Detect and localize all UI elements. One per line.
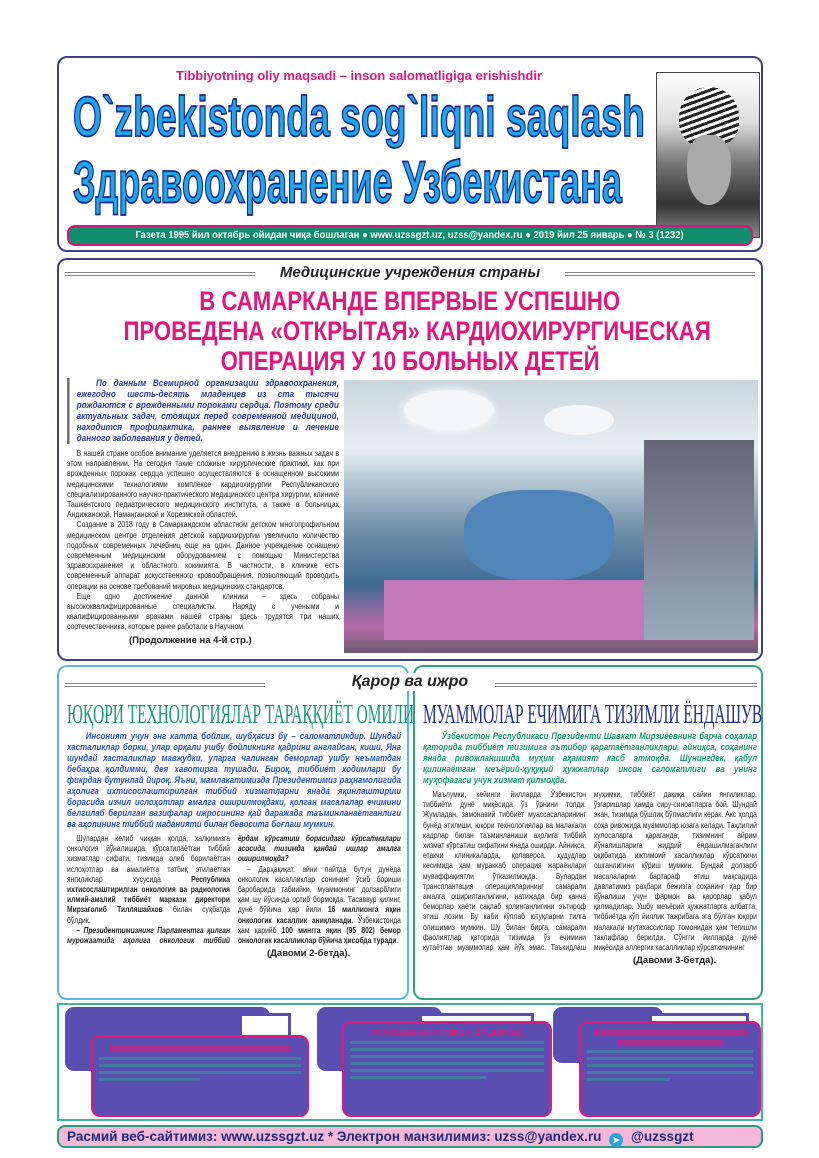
section-title: Медицинские учреждения страны: [279, 264, 541, 281]
right-article-text: [423, 731, 757, 966]
footer-bar: [57, 1125, 763, 1148]
right-article: [413, 665, 763, 1000]
title-latin: O`zbekistonda sog`liqni saqlash: [73, 84, 645, 149]
footer-contacts: Расмий веб-сайтимиз: www.uzssgzt.uz * Электрон манзилимиз: uzss@yandex.ru: [67, 1129, 602, 1144]
left-continued: (Давоми 2-бетда).: [267, 948, 351, 960]
info-bar-text: Газета 1995 йил октябрь ойидан чиқа бошлаган ● www.uzssgzt.uz, uzss@yandex.ru ● 2019 йил 25 январь ● № 3 (1232): [135, 229, 685, 241]
title-cyrillic: Здравоохранение Узбекистана: [73, 148, 622, 215]
slogan: Tibbiyotning oliy maqsadi – inson salomatligiga erishishdir: [176, 68, 542, 83]
right-col-2: дақиқа сайин янгиликлар, ўзгаришлар ҳамда сиру-синоатларга бой. Шундай экан, тизимда бўшлиқ бўлмаслиги керак. Акс ҳолда соҳа ривожида муаммолар юзага келади. Таҳлилий хулосаларга қараганда, тизимнинг айрим йўналишларига жиддий ёндашилмаганлиги оқибатида ижтимоий касалликлар кўрсаткичи ошганлигини кўриш мумкин. Бундай долзарб масалаларни бартараф этиш мақсадида давлатимиз раҳбари бежизга соҳанинг ҳар бир йўналиши учун фармон ва қарорлар қабул қилмадилар. Ушбу меъёрий ҳужжатларга албатта, тиббиётда кўп йиллик тажрибага эга бўлган юқори малакали мутахассислар томонидан ҳам тегишли таклифлар берилди. Сўнгги йилларда дунё миқёсида аллергик касалликлар кўрсаткичининг: [593, 789, 757, 953]
telegram-handle[interactable]: @uzssgzt: [630, 1129, 694, 1144]
main-article: [57, 258, 763, 661]
left-col-2: – Дарҳақиқат, айни пайтда бутун дунёда онкологик касалликлар сонининг ўсиб бориши баробарида табиийки, муаммонинг долзарблиги ҳам шу йўсинда ортиб бормоқда. Тасаввур қилинг, дунё бўйича ҳар йили 16 миллионга яқин онкологик касаллик аниқланади. Ўзбекистонда ҳам қарийб 100 мингга яқин (95 802) бемор онкологик касалликлар бўйича ҳисобда туради.: [237, 863, 401, 946]
right-headline: МУАММОЛАР ЕЧИМИГА ТИЗИМЛИ ЁНДАШУВ: [423, 699, 763, 729]
masthead: [57, 56, 763, 252]
continued-note: (Продолжение на 4-й стр.): [129, 634, 252, 646]
left-question: – Президентимизнинг Парламентга қилган мурожаатида аҳолига онкологик тиббий ёрдам кўрсатиш борасидаги кўрсатмалари асосида тизимда қандай ишлар амалга оширилмоқда?: [67, 833, 401, 946]
promo-box-1[interactable]: [91, 1035, 309, 1117]
portrait-image: [656, 72, 760, 238]
article-body: В нашей стране особое внимание уделяется внедрению в жизнь важных задач в этом направлении. На сегодня такие сложные хирургические практики, как при врожденных пороках сердца успешно осуществляются в оснащенном высокими медицинскими технологиями комплексе кардиохирургии Республиканского специализированного научно-практического медицинского центра хирургии, клинике Ташкентского педиатрического медицинского института, а также в больницах Андижанской, Наманганской и Хорезмской областей. Создание в 2018 году в Самаркандском областном детском многопрофильном медицинском центре отделения детской кардиохирургии увеличило количество подобных современных лечебниц еще на один. Данное учреждение оснащено современным медицинским оборудованием с помощью Министерства здравоохранения и областного хокимията. В частности, в клинике есть современный аппарат искусственного кровообращения, позволяющий проводить операции на основе требований мировых медицинских стандартов. Еще одно достижение данной клиники – здесь собраны высококвалифицированные специалисты. Наряду с учеными и квалифицированными врачами нашей страны здесь трудятся три наших соотечественника, которые ранее работали в Научном: [67, 448, 339, 632]
promo-box-2[interactable]: ИЛМ ИЗЛАГАНГА ИМКОН КЎП ДАРГОҲ: [342, 1021, 552, 1117]
right-body: [423, 789, 757, 952]
left-article-text: [67, 731, 401, 959]
telegram-icon[interactable]: ➤: [609, 1133, 623, 1147]
surgery-photo: [344, 380, 758, 653]
section2-title: Қарор ва ижро: [330, 673, 490, 691]
promo-strip: [57, 1003, 763, 1121]
right-col-1: Маълумки, кейинги йилларда Ўзбекистон тиббиёти дунё миқёсида ўз ўрнини топди. Жумладан, замонавий тиббиёт муассасаларининг бунёд этилиши, юқори технологиялар ва малакали кадрлар билан таъминланиши аҳолига тиббий хизмат кўрсатиш сифатини янада оширди. Айниқса, етакчи клиникаларда, қолаверса, ҳудудлар кесимида ҳам мураккаб операция жараёнлари муваффақиятли ўтказилмоқда. Булардан трансплантация операцияларининг самарали амалга оширилганлигини, натижада бир қанча беморлар ҳаёти сақлаб қолинганлигини эътироф этиш лозим. Бу каби кўплаб ютуқларни тилга олишимиз мумкин. Шу билан бирга, самарали фаолиятлар қаторида тизимда ўз ечимини кутаётган муаммолар ҳам йўқ эмас. Таъкидлаш муҳимки, тиббиёт: [423, 789, 656, 953]
main-article-text: [67, 378, 339, 646]
promo-box-3[interactable]: [579, 1021, 761, 1117]
left-headline: ЮҚОРИ ТЕХНОЛОГИЯЛАР ТАРАҚҚИЁТ ОМИЛИ: [67, 699, 415, 729]
left-body: [67, 833, 401, 945]
left-lead: Инсоният учун энг катта бойлик, шубҳасиз бу – саломатликдир. Шундай хасталиклар борки, улар орқали ушбу бойликнинг қадрини англайсан, киши. Яна шундай хасталиклар мавжудки, уларга чалинган беморлар ушбу неъматдан бебаҳра қолдимми, дея хавотирга тушади. Бироқ, тиббиёт ходимлари бу фикрдан бутунлай йироқ. Яъни, мамлакатимизда Президентимиз раҳнамолигида аҳолига ихтисослаштирилган тиббий хизматларни янада яқинлаштириш борасида изчил ислоҳотлар амалга оширилмоқдаки, қолган масалалар ечимини белгилаб берилган вазифалар ижросининг қай даражада таъминланаётганлиги ва аҳолининг тиббий маданияти билан бевосита боғлаш мумкин.: [67, 731, 402, 829]
left-col-1: Шулардан келиб чиққан ҳолда, халқимизга онкология йўналишида кўрсатилаётган тиббий хизматлар сифати, тизимда олиб борилаётган ислоҳотлар ва амалиётга татбиқ этилаётган янгиликлар хусусида Республика ихтисослаштирилган онкология ва радиология илмий-амалий тиббиёт маркази директори Мирзағолиб Тилляшайхов билан суҳбатда бўлдик.: [67, 833, 231, 925]
headline-line-3: ОПЕРАЦИЯ У 10 БОЛЬНЫХ ДЕТЕЙ: [220, 346, 600, 376]
right-continued: (Давоми 3-бетда).: [633, 955, 717, 967]
right-body-text: [423, 789, 757, 952]
info-bar: [67, 225, 753, 246]
headline-line-2: ПРОВЕДЕНА «ОТКРЫТАЯ» КАРДИОХИРУРГИЧЕСКАЯ: [123, 316, 711, 346]
lead-text: По данным Всемирной организации здравоохранения, ежегодно шесть-десять младенцев из ста тысячи рождаются с врожденными пороками сердца. Поэтому среди актуальных задач, стоящих перед современной медициной, находится профилактика, раннее выявление и лечение данного заболевания у детей.: [67, 378, 339, 444]
headline-line-1: В САМАРКАНДЕ ВПЕРВЫЕ УСПЕШНО: [199, 286, 621, 316]
right-lead: Ўзбекистон Республикаси Президенти Шавкат Мирзиёевнинг барча соҳалар қаторида тиббиёт тизимига эътибор қаратаётганликлари, айниқса, соҳанинг янада ривожланишида муҳим аҳамият касб этмоқда. Шунингдек, қабул қилинаётган меъёрий-ҳуқуқий ҳужжатлар инсон саломатлиги ва унинг муҳофазаси учун хизмат қилмоқда.: [423, 731, 758, 785]
